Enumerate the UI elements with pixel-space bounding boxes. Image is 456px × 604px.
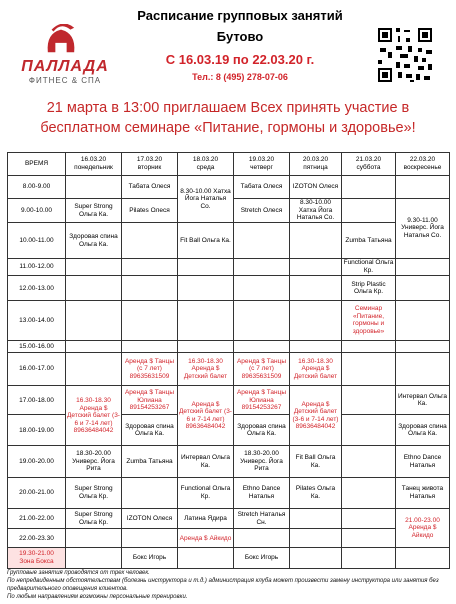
phone-text: Тел.: 8 (495) 278-07-06 (192, 72, 288, 82)
time-cell: 18.00-19.00 (8, 415, 66, 446)
class-cell (234, 223, 290, 258)
day-header: 19.03.20 четверг (234, 153, 290, 176)
class-cell: Интервал Ольга Ка. (178, 446, 234, 477)
table-row (8, 529, 450, 548)
time-cell: 10.00-11.00 (8, 223, 66, 258)
header-row (8, 153, 450, 176)
class-cell (396, 176, 450, 199)
class-cell: Super Strong Ольга Ка. (66, 198, 122, 223)
table-row (8, 176, 450, 199)
class-cell (396, 301, 450, 340)
class-cell (342, 386, 396, 415)
class-cell (234, 529, 290, 548)
class-cell: Functional Ольга Кр. (178, 477, 234, 508)
class-cell (342, 198, 396, 223)
class-cell: Интервал Ольга Ка. (396, 386, 450, 415)
class-cell: Stretch Наталья Сн. (234, 508, 290, 529)
class-cell (290, 529, 342, 548)
period-text: С 16.03.19 по 22.03.20 г. (165, 52, 315, 67)
class-cell (396, 276, 450, 301)
class-cell (122, 258, 178, 276)
day-header: 21.03.20 суббота (342, 153, 396, 176)
class-cell: Здоровая спина Ольга Ка. (234, 415, 290, 446)
class-cell (342, 529, 396, 548)
class-cell: Strip Plastic Ольга Кр. (342, 276, 396, 301)
time-cell: 13.00-14.00 (8, 301, 66, 340)
rental-cell: Аренда $ Танцы Юлиана 89154253267 (234, 386, 290, 415)
class-cell (122, 276, 178, 301)
boxing-zone-time-cell: 19.30-21.00 Зона Бокса (8, 548, 66, 569)
class-cell (66, 176, 122, 199)
class-cell (122, 340, 178, 352)
class-cell: 18.30-20.00 Универс. Йога Рита (66, 446, 122, 477)
class-cell (342, 353, 396, 386)
table-row (8, 301, 450, 340)
rental-cell: 16.30-18.30 Аренда $ Детский балет (178, 353, 234, 386)
location-title: Бутово (216, 29, 264, 44)
class-cell (178, 276, 234, 301)
class-cell: IZOTON Олеся (122, 508, 178, 529)
class-cell (290, 276, 342, 301)
footer-note: По любым направлениям возможны персональные тренировки. (7, 594, 188, 600)
class-cell (290, 548, 342, 569)
class-cell (396, 353, 450, 386)
class-cell: Stretch Олеся (234, 198, 290, 223)
class-cell (66, 301, 122, 340)
class-cell (342, 548, 396, 569)
rental-cell: 16.30-18.30 Аренда $ Детский балет (290, 353, 342, 386)
class-cell (66, 353, 122, 386)
footer-note: Групповые занятия проводятся от трех человек. (7, 570, 150, 576)
class-cell (178, 258, 234, 276)
class-cell: Табата Олеся (234, 176, 290, 199)
schedule-table (7, 152, 450, 569)
class-cell: Бокс Игорь (234, 548, 290, 569)
seminar-cell: Семинар «Питание, гормоны и здоровье» (342, 301, 396, 340)
rental-cell: Аренда $ Танцы Юлиана 89154253267 (122, 386, 178, 415)
class-cell: Здоровая спина Ольга Ка. (122, 415, 178, 446)
class-cell (342, 176, 396, 199)
time-cell: 12.00-13.00 (8, 276, 66, 301)
day-header: 22.03.20 воскресенье (396, 153, 450, 176)
class-cell: Pilates Ольга Ка. (290, 477, 342, 508)
time-cell: 20.00-21.00 (8, 477, 66, 508)
class-cell (122, 477, 178, 508)
time-cell: 16.00-17.00 (8, 353, 66, 386)
table-row (8, 340, 450, 352)
rental-cell: Аренда $ Детский балет (3-6 и 7-14 лет) 89636484042 (178, 386, 234, 446)
time-cell: 8.00-9.00 (8, 176, 66, 199)
rental-cell: 16.30-18.30 Аренда $ Детский балет (3-6 и 7-14 лет) 89636484042 (66, 386, 122, 446)
class-cell: Здоровая спина Ольга Ка. (396, 415, 450, 446)
time-cell: 17.00-18.00 (8, 386, 66, 415)
class-cell (66, 340, 122, 352)
rental-cell: 21.00-23.00 Аренда $ Айкидо (396, 508, 450, 547)
time-cell: 9.00-10.00 (8, 198, 66, 223)
class-cell (66, 548, 122, 569)
class-cell: Танец живота Наталья (396, 477, 450, 508)
table-row (8, 386, 450, 415)
class-cell: Табата Олеся (122, 176, 178, 199)
time-cell: 21.00-22.00 (8, 508, 66, 529)
class-cell (342, 415, 396, 446)
class-cell: IZOTON Олеся (290, 176, 342, 199)
class-cell: Ethno Dance Наталья (396, 446, 450, 477)
day-header: 16.03.20 понедельник (66, 153, 122, 176)
table-row (8, 258, 450, 276)
footer-notes (7, 569, 452, 601)
table-row (8, 446, 450, 477)
class-cell: Super Strong Ольга Кр. (66, 508, 122, 529)
day-header: 20.03.20 пятница (290, 153, 342, 176)
class-cell: 8.30-10.00 Хатха Йога Наталья Со. (290, 198, 342, 223)
class-cell (396, 548, 450, 569)
class-cell (342, 508, 396, 529)
class-cell: Fit Ball Ольга Ка. (290, 446, 342, 477)
rental-cell: Аренда $ Танцы (с 7 лет) 89635631509 (122, 353, 178, 386)
rental-cell: Аренда $ Айкидо (178, 529, 234, 548)
class-cell (66, 276, 122, 301)
class-cell: Zumba Татьяна (342, 223, 396, 258)
class-cell (290, 258, 342, 276)
class-cell (290, 508, 342, 529)
class-cell (122, 223, 178, 258)
class-cell: Ethno Dance Наталья (234, 477, 290, 508)
class-cell (234, 258, 290, 276)
logo-subtitle: ФИТНЕС & СПА (28, 76, 102, 85)
table-row (8, 353, 450, 386)
class-cell (234, 276, 290, 301)
rental-cell: Аренда $ Детский балет (3-6 и 7-14 лет) 89636484042 (290, 386, 342, 446)
class-cell (234, 301, 290, 340)
club-logo (10, 10, 120, 85)
day-header: 17.03.20 вторник (122, 153, 178, 176)
time-cell: 19.00-20.00 (8, 446, 66, 477)
class-cell: Super Strong Ольга Кр. (66, 477, 122, 508)
class-cell: Pilates Олеся (122, 198, 178, 223)
class-cell: Латина Ядира (178, 508, 234, 529)
day-header: 18.03.20 среда (178, 153, 234, 176)
class-cell: 8.30-10.00 Хатха Йога Наталья Со. (178, 176, 234, 223)
class-cell (66, 529, 122, 548)
class-cell: Zumba Татьяна (122, 446, 178, 477)
time-header: ВРЕМЯ (8, 153, 66, 176)
qr-code-icon (376, 26, 434, 84)
footer-note: По непредвиденным обстоятельствам (болезнь инструктора и т.д.) администрация клуба может произвести замену инструктора или занятия без предварительного оповещения клиентов. (7, 578, 439, 592)
class-cell (290, 340, 342, 352)
class-cell (342, 477, 396, 508)
logo-name: ПАЛЛАДА (21, 58, 109, 75)
helmet-icon (42, 24, 80, 56)
table-row (8, 477, 450, 508)
class-cell: Здоровая спина Ольга Ка. (66, 223, 122, 258)
seminar-promo: 21 марта в 13:00 приглашаем Всех принять участие в бесплатном семинаре «Питание, гормоны и здоровье»! (40, 100, 416, 136)
class-cell (290, 223, 342, 258)
table-row (8, 276, 450, 301)
class-cell (290, 301, 342, 340)
class-cell: 9.30-11.00 Универс. Йога Наталья Со. (396, 198, 450, 258)
rental-cell: Аренда $ Танцы (с 7 лет) 89635631509 (234, 353, 290, 386)
class-cell: Functional Ольга Кр. (342, 258, 396, 276)
time-cell: 22.00-23.30 (8, 529, 66, 548)
time-cell: 15.00-16.00 (8, 340, 66, 352)
class-cell (66, 258, 122, 276)
table-row (8, 223, 450, 258)
class-cell (342, 340, 396, 352)
class-cell (234, 340, 290, 352)
class-cell (178, 340, 234, 352)
time-cell: 11.00-12.00 (8, 258, 66, 276)
page-title: Расписание групповых занятий (137, 8, 343, 23)
class-cell (396, 258, 450, 276)
class-cell: 18.30-20.00 Универс. Йога Рита (234, 446, 290, 477)
table-row (8, 548, 450, 569)
class-cell: Бокс Игорь (122, 548, 178, 569)
class-cell (396, 340, 450, 352)
table-row (8, 508, 450, 529)
class-cell: Fit Ball Ольга Ка. (178, 223, 234, 258)
class-cell (342, 446, 396, 477)
class-cell (178, 301, 234, 340)
class-cell (178, 548, 234, 569)
class-cell (122, 529, 178, 548)
class-cell (122, 301, 178, 340)
